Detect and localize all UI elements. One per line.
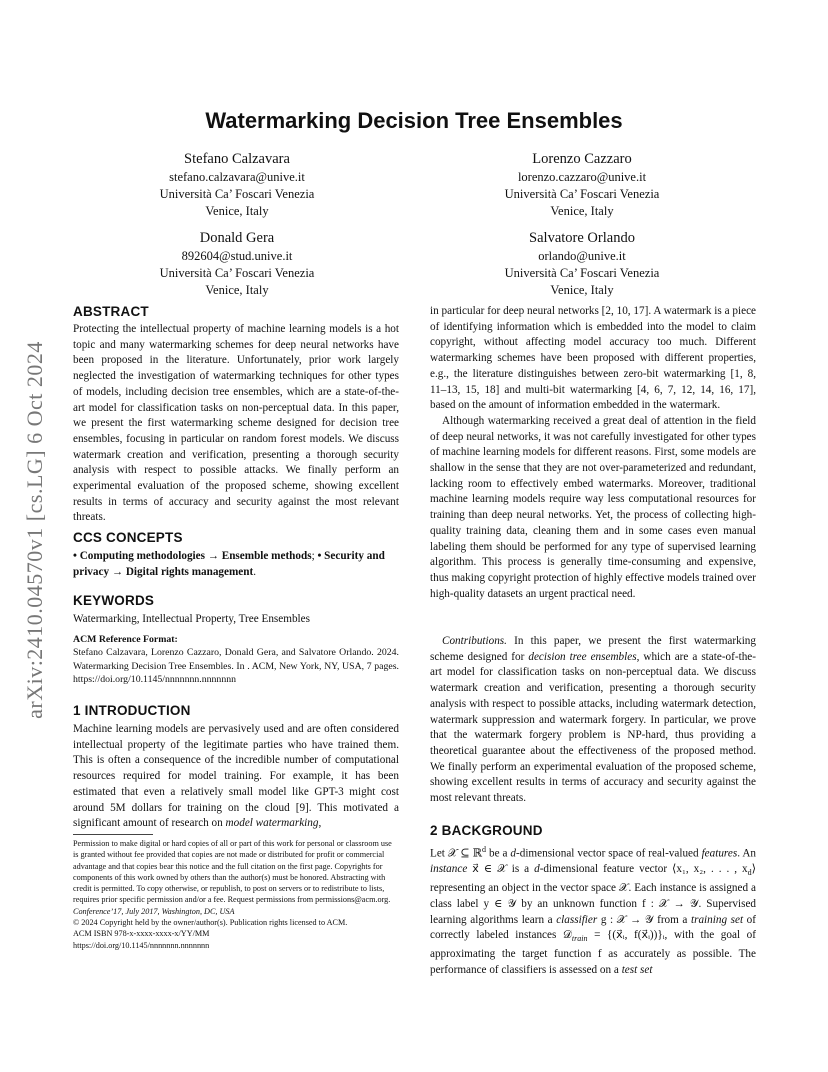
author-affiliation: Università Ca’ Foscari Venezia — [159, 266, 315, 280]
text-run: = {(x⃗ᵢ, f(x⃗ᵢ))}ᵢ, with the goal of approximating the target function f as accurately as possible. The performance of classifiers is assessed on a — [430, 929, 757, 977]
intro-heading: 1 INTRODUCTION — [73, 703, 191, 718]
contributions-paragraph — [430, 634, 756, 807]
text-run: of correctly labeled instances 𝒟 — [430, 913, 756, 942]
keywords-text: Watermarking, Intellectual Property, Tree Ensembles — [73, 613, 310, 625]
ccs-heading: CCS CONCEPTS — [73, 530, 183, 545]
emphasis: test set — [621, 964, 653, 977]
intro-text-emphasis: model watermarking — [225, 817, 319, 830]
emphasis: d — [534, 863, 540, 876]
author-email: lorenzo.cazzaro@unive.it — [517, 170, 647, 184]
author-location: Venice, Italy — [205, 283, 269, 297]
acm-ref-text: Stefano Calzavara, Lorenzo Cazzaro, Donald Gera, and Salvatore Orlando. 2024. Watermarking Decision Tree Ensembles. In . ACM, New York, NY, USA, 7 pages. https://doi.org/10.1145/nnnnnnn.nnnnnnn — [73, 647, 399, 685]
ccs-end: . — [253, 565, 257, 578]
author-affiliation: Università Ca’ Foscari Venezia — [504, 266, 660, 280]
author-block-2 — [452, 149, 712, 220]
paragraph: in particular for deep neural networks [2, 10, 17]. A watermark is a piece of identifying information which is embedded into the model to claim copyright, without affecting model accuracy too much. Different watermarking schemes have been proposed with different properties, e.g., the literature distinguishes between zero-bit watermarking [1, 8, 11–13, 15, 18] and multi-bit watermarking [4, 6, 7, 12, 14, 16, 17], based on the amount of information embedded in the watermark. — [430, 305, 756, 412]
author-name: Donald Gera — [199, 230, 275, 246]
contributions-text-b: , which are a state-of-the-art model for classification tasks on non-perceptual data. We discuss watermark creation and verification, presenting a thorough security analysis with respect to possible attacks, including watermark detection, watermark suppression and watermark forgery. In particular, we prove that the watermark forgery problem is NP-hard, thus providing a theoretical guarantee about the effectiveness of the proposed method. We finally perform an experimental evaluation of the proposed scheme, showing excellent results in terms of accuracy and security against the most relevant threats. — [430, 650, 756, 805]
arxiv-stamp — [10, 300, 60, 760]
footnote-conference: Conference’17, July 2017, Washington, DC, USA — [73, 906, 235, 916]
footnote-rule — [73, 834, 153, 835]
author-email: 892604@stud.unive.it — [181, 249, 293, 263]
ccs-item-1: • Computing methodologies → Ensemble methods — [73, 550, 312, 562]
author-location: Venice, Italy — [550, 283, 614, 297]
subscript: d — [747, 868, 752, 878]
author-name: Salvatore Orlando — [529, 230, 635, 246]
author-affiliation: Università Ca’ Foscari Venezia — [159, 187, 315, 201]
author-name: Stefano Calzavara — [184, 151, 290, 167]
superscript: d — [482, 845, 487, 854]
text-run: -dimensional vector space of real-valued — [516, 847, 702, 860]
paper-title: Watermarking Decision Tree Ensembles — [205, 108, 623, 133]
arxiv-id: arXiv:2410.04570v1 [cs.LG] 6 Oct 2024 — [22, 341, 47, 719]
text-run: be a — [486, 847, 511, 860]
emphasis: d — [510, 847, 516, 860]
emphasis: instance — [430, 863, 468, 876]
contributions-label: Contributions. — [442, 635, 507, 647]
text-run: g : 𝒳 → 𝒴 from a — [597, 913, 691, 926]
ccs-separator: ; — [311, 550, 318, 562]
text-run: x⃗ ∈ 𝒳 is a — [467, 863, 535, 876]
emphasis: training set — [691, 913, 744, 926]
text-run: ⟩ representing an object in the vector space 𝒳. Each instance is assigned a class label y ∈ 𝒴 by an unknown function f : 𝒳 → 𝒴. Supervised learning algorithms learn a — [430, 863, 756, 926]
paragraph: Although watermarking received a great deal of attention in the field of deep neural networks, it was not carefully investigated for other types of machine learning models for different reasons. First, some models are shallow in the sense that they are not over-parameterized and redundant, lacking room to effectively embed watermarks. Moreover, traditional machine learning models require way less computational resources for training than deep neural networks. Yet, the process of collecting high-quality training data, cleaning them and in some cases even manual labeling them should be performed for any type of supervised learning algorithm. This process is generally time-consuming and expensive, thus making copyright protection of highly effective models trained over high-quality datasets an urgent practical need. — [430, 414, 756, 600]
ccs-concepts — [73, 549, 399, 580]
footnote — [73, 838, 399, 951]
author-email: stefano.calzavara@unive.it — [169, 170, 305, 184]
text-run: . An — [737, 847, 756, 860]
intro-text-end: , — [318, 817, 322, 830]
author-block-4 — [452, 228, 712, 299]
author-email: orlando@unive.it — [538, 249, 626, 263]
text-run: -dimensional feature vector ⟨x₁, x₂, . . . , x — [539, 863, 748, 876]
footnote-isbn: ACM ISBN 978-x-xxxx-xxxx-x/YY/MM — [73, 929, 210, 939]
abstract-text: Protecting the intellectual property of machine learning models is a hot topic and many watermarking schemes for deep neural networks have been proposed in the literature. Unfortunately, prior work largely neglected the investigation of watermarking techniques for other types of models, including decision tree ensembles, which are a state-of-the-art model for classification tasks on non-perceptual data. In this paper, we present the first watermarking scheme designed for decision tree ensembles, focusing in particular on random forest models. We discuss watermark creation and verification, presenting a thorough security analysis with respect to possible attacks. We finally perform an experimental evaluation of the proposed scheme, showing excellent results in terms of accuracy and security against the most relevant threats. — [73, 323, 399, 524]
text-run: Let 𝒳 ⊆ ℝ — [430, 847, 483, 860]
footnote-copyright: © 2024 Copyright held by the owner/author(s). Publication rights licensed to ACM. — [73, 918, 348, 928]
author-affiliation: Università Ca’ Foscari Venezia — [504, 187, 660, 201]
author-block-3 — [107, 228, 367, 299]
footnote-doi: https://doi.org/10.1145/nnnnnnn.nnnnnnn — [73, 940, 210, 950]
right-column-text — [430, 304, 756, 602]
author-location: Venice, Italy — [550, 204, 614, 218]
subscript: train — [571, 934, 588, 944]
background-heading: 2 BACKGROUND — [430, 823, 543, 838]
background-text — [430, 842, 756, 979]
author-name: Lorenzo Cazzaro — [532, 151, 632, 167]
emphasis: features — [701, 847, 738, 860]
abstract-heading: ABSTRACT — [73, 304, 149, 319]
contributions-text-a: In this paper, we present the first watermarking scheme designed for — [430, 635, 756, 663]
acm-ref-heading: ACM Reference Format: — [73, 634, 178, 645]
keywords-heading: KEYWORDS — [73, 593, 155, 608]
footnote-permission: Permission to make digital or hard copies of all or part of this work for personal or classroom use is granted without fee provided that copies are not made or distributed for profit or commercial advantage and that copies bear this notice and the full citation on the first page. Copyrights for components of this work owned by others than the author(s) must be honored. Abstracting with credit is permitted. To copy otherwise, or republish, to post on servers or to redistribute to lists, requires prior specific permission and/or a fee. Request permissions from permissions@acm.org. — [73, 839, 392, 905]
intro-text-main: Machine learning models are pervasively used and are often considered intellectual property of the legitimate parties who have trained them. This is often a consequence of the incredible number of computational resources required for model training. For example, it has been estimated that even a relatively small model like GPT-3 might cost around 5M dollars for training on the cloud [9]. This motivated a significant amount of research on — [73, 723, 399, 830]
author-block-1 — [107, 149, 367, 220]
intro-text — [73, 722, 399, 832]
ccs-item-2: • Security and privacy → Digital rights management — [73, 550, 385, 578]
author-location: Venice, Italy — [205, 204, 269, 218]
emphasis: classifier — [556, 913, 598, 926]
contributions-emphasis: decision tree ensembles — [528, 650, 637, 663]
